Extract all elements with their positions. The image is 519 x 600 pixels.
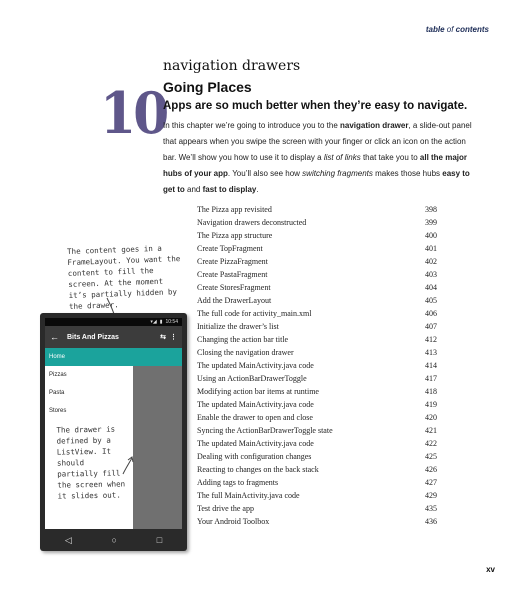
- toc-entry-title: Using an ActionBarDrawerToggle: [197, 374, 307, 383]
- toc-header: [426, 25, 489, 34]
- toc-entry[interactable]: [197, 255, 437, 268]
- action-bar: [45, 326, 182, 348]
- status-bar: [45, 318, 182, 326]
- toc-entry-title: Adding tags to fragments: [197, 478, 279, 487]
- toc-entry-title: Create TopFragment: [197, 244, 263, 253]
- toc-entry-page: 412: [425, 335, 437, 344]
- chapter-kicker: navigation drawers: [163, 58, 301, 74]
- signal-icon: ▾◢: [150, 319, 157, 325]
- battery-icon: ▮: [159, 319, 163, 325]
- toc-entry-title: Closing the navigation drawer: [197, 348, 294, 357]
- overflow-menu-icon[interactable]: ⋮: [170, 334, 177, 341]
- status-time: 10:54: [165, 319, 178, 325]
- annotation-content: The content goes in a FrameLayout. You want the content to fill the screen. At the moment it’s partially hidden by the drawer.: [66, 243, 181, 311]
- toc-entry-title: Create PastaFragment: [197, 270, 268, 279]
- toc-entry-page: 417: [425, 374, 437, 383]
- toc-entry-page: 425: [425, 452, 437, 461]
- toc-header-contents: contents: [455, 25, 489, 34]
- intro-text: In this chapter we’re going to introduce you to the: [163, 121, 340, 130]
- toc-entry[interactable]: [197, 515, 437, 528]
- toc-entry-title: Create StoresFragment: [197, 283, 271, 292]
- toc-entry-title: Syncing the ActionBarDrawerToggle state: [197, 426, 333, 435]
- intro-text: makes those hubs: [372, 169, 443, 178]
- intro-text: and: [184, 185, 203, 194]
- intro-text: .: [256, 185, 259, 194]
- toc-entry[interactable]: [197, 216, 437, 229]
- toc-header-of: of: [446, 25, 454, 34]
- toc-entry-page: 414: [425, 361, 437, 370]
- toc-entry-page: 418: [425, 387, 437, 396]
- toc-entry[interactable]: [197, 346, 437, 359]
- toc-entry-page: 402: [425, 257, 437, 266]
- drawer-item-pasta[interactable]: Pasta: [49, 390, 65, 396]
- toc-entry[interactable]: [197, 502, 437, 515]
- toc-entry[interactable]: [197, 203, 437, 216]
- toc-entry[interactable]: [197, 437, 437, 450]
- toc-entry-page: 399: [425, 218, 437, 227]
- toc-entry-page: 398: [425, 205, 437, 214]
- toc-entry-title: Dealing with configuration changes: [197, 452, 312, 461]
- toc-entry-page: 429: [425, 491, 437, 500]
- toc-entry-page: 413: [425, 348, 437, 357]
- toc-entry-title: Enable the drawer to open and close: [197, 413, 313, 422]
- toc-entry-page: 419: [425, 400, 437, 409]
- intro-text: that take you to: [360, 153, 420, 162]
- toc-entry[interactable]: [197, 411, 437, 424]
- toc-entry-page: 421: [425, 426, 437, 435]
- toc-entry[interactable]: [197, 424, 437, 437]
- toc-entry[interactable]: [197, 476, 437, 489]
- toc-entry-page: 420: [425, 413, 437, 422]
- toc-entry-title: Your Android Toolbox: [197, 517, 270, 526]
- intro-text: . You’ll also see how: [227, 169, 303, 178]
- intro-bold: all the major hubs of your app: [163, 153, 468, 178]
- toc-entry-page: 426: [425, 465, 437, 474]
- toc-entry[interactable]: [197, 268, 437, 281]
- toc-entry[interactable]: [197, 489, 437, 502]
- toc-entry-title: The Pizza app structure: [197, 231, 273, 240]
- chapter-title: Going Places: [163, 79, 252, 95]
- drawer-item-stores[interactable]: Stores: [49, 408, 67, 414]
- toc-entry-title: Reacting to changes on the back stack: [197, 465, 319, 474]
- toc-entry-title: Test drive the app: [197, 504, 254, 513]
- nav-recents-icon[interactable]: □: [156, 535, 163, 545]
- toc-header-table: table: [425, 25, 445, 34]
- toc-entry[interactable]: [197, 385, 437, 398]
- chapter-tagline: Apps are so much better when they’re easy to navigate.: [163, 100, 468, 112]
- toc-entry[interactable]: [197, 463, 437, 476]
- content-frame: [133, 348, 182, 366]
- chapter-number: 10: [100, 80, 167, 148]
- toc-entry-page: 435: [425, 504, 437, 513]
- toc-entry-title: Changing the action bar title: [197, 335, 289, 344]
- intro-text: , a slide-out panel that appears when you swipe the screen with your finger or click an icon on the action bar. We’ll show you how to use it to display a: [163, 121, 472, 162]
- toc-entry-title: Create PizzaFragment: [197, 257, 268, 266]
- toc-entry[interactable]: [197, 450, 437, 463]
- toc-entry-page: 405: [425, 296, 437, 305]
- intro-bold: navigation drawer: [340, 121, 409, 130]
- intro-bold: easy to get to: [163, 169, 470, 194]
- annotation-drawer: The drawer is defined by a ListView. It should partially fill the screen when it slides out.: [56, 424, 126, 501]
- toc-entry-title: The Pizza app revisited: [197, 205, 272, 214]
- toc-entry-page: 427: [425, 478, 437, 487]
- toc-entry-page: 436: [425, 517, 437, 526]
- toc-entry-title: The updated MainActivity.java code: [197, 361, 314, 370]
- toc-entry[interactable]: [197, 294, 437, 307]
- toc-entry[interactable]: [197, 307, 437, 320]
- page-number: xv: [486, 565, 495, 574]
- toc-entry-title: Add the DrawerLayout: [197, 296, 272, 305]
- drawer-item-pizzas[interactable]: Pizzas: [49, 372, 67, 378]
- app-title: Bits And Pizzas: [67, 333, 119, 341]
- toc-list: [197, 203, 437, 528]
- toc-entry-page: 406: [425, 309, 437, 318]
- back-arrow-icon[interactable]: ←: [50, 332, 59, 342]
- toc-entry-title: Modifying action bar items at runtime: [197, 387, 319, 396]
- toc-entry[interactable]: [197, 281, 437, 294]
- intro-italic: list of links: [323, 153, 361, 162]
- toc-entry-page: 403: [425, 270, 437, 279]
- toc-entry-title: Initialize the drawer’s list: [197, 322, 279, 331]
- toc-entry-page: 401: [425, 244, 437, 253]
- toc-entry-title: The updated MainActivity.java code: [197, 439, 314, 448]
- share-icon[interactable]: ⇆: [160, 334, 166, 341]
- toc-entry-title: The updated MainActivity.java code: [197, 400, 314, 409]
- intro-italic: switching fragments: [302, 169, 373, 178]
- toc-entry-title: The full code for activity_main.xml: [197, 309, 312, 318]
- toc-entry-page: 400: [425, 231, 437, 240]
- drawer-item-home[interactable]: Home: [45, 348, 133, 366]
- toc-entry[interactable]: [197, 398, 437, 411]
- toc-entry[interactable]: [197, 242, 437, 255]
- chapter-intro: [163, 118, 478, 198]
- intro-bold: fast to display: [202, 185, 257, 194]
- toc-entry[interactable]: [197, 359, 437, 372]
- toc-entry-page: 422: [425, 439, 437, 448]
- system-nav-bar: [45, 529, 182, 551]
- toc-entry[interactable]: [197, 320, 437, 333]
- toc-entry-title: Navigation drawers deconstructed: [197, 218, 307, 227]
- toc-entry-page: 407: [425, 322, 437, 331]
- toc-entry-page: 404: [425, 283, 437, 292]
- toc-entry-title: The full MainActivity.java code: [197, 491, 300, 500]
- toc-entry[interactable]: [197, 372, 437, 385]
- nav-back-icon[interactable]: ◁: [64, 534, 72, 545]
- toc-entry[interactable]: [197, 333, 437, 346]
- toc-entry[interactable]: [197, 229, 437, 242]
- nav-home-icon[interactable]: ○: [111, 535, 117, 545]
